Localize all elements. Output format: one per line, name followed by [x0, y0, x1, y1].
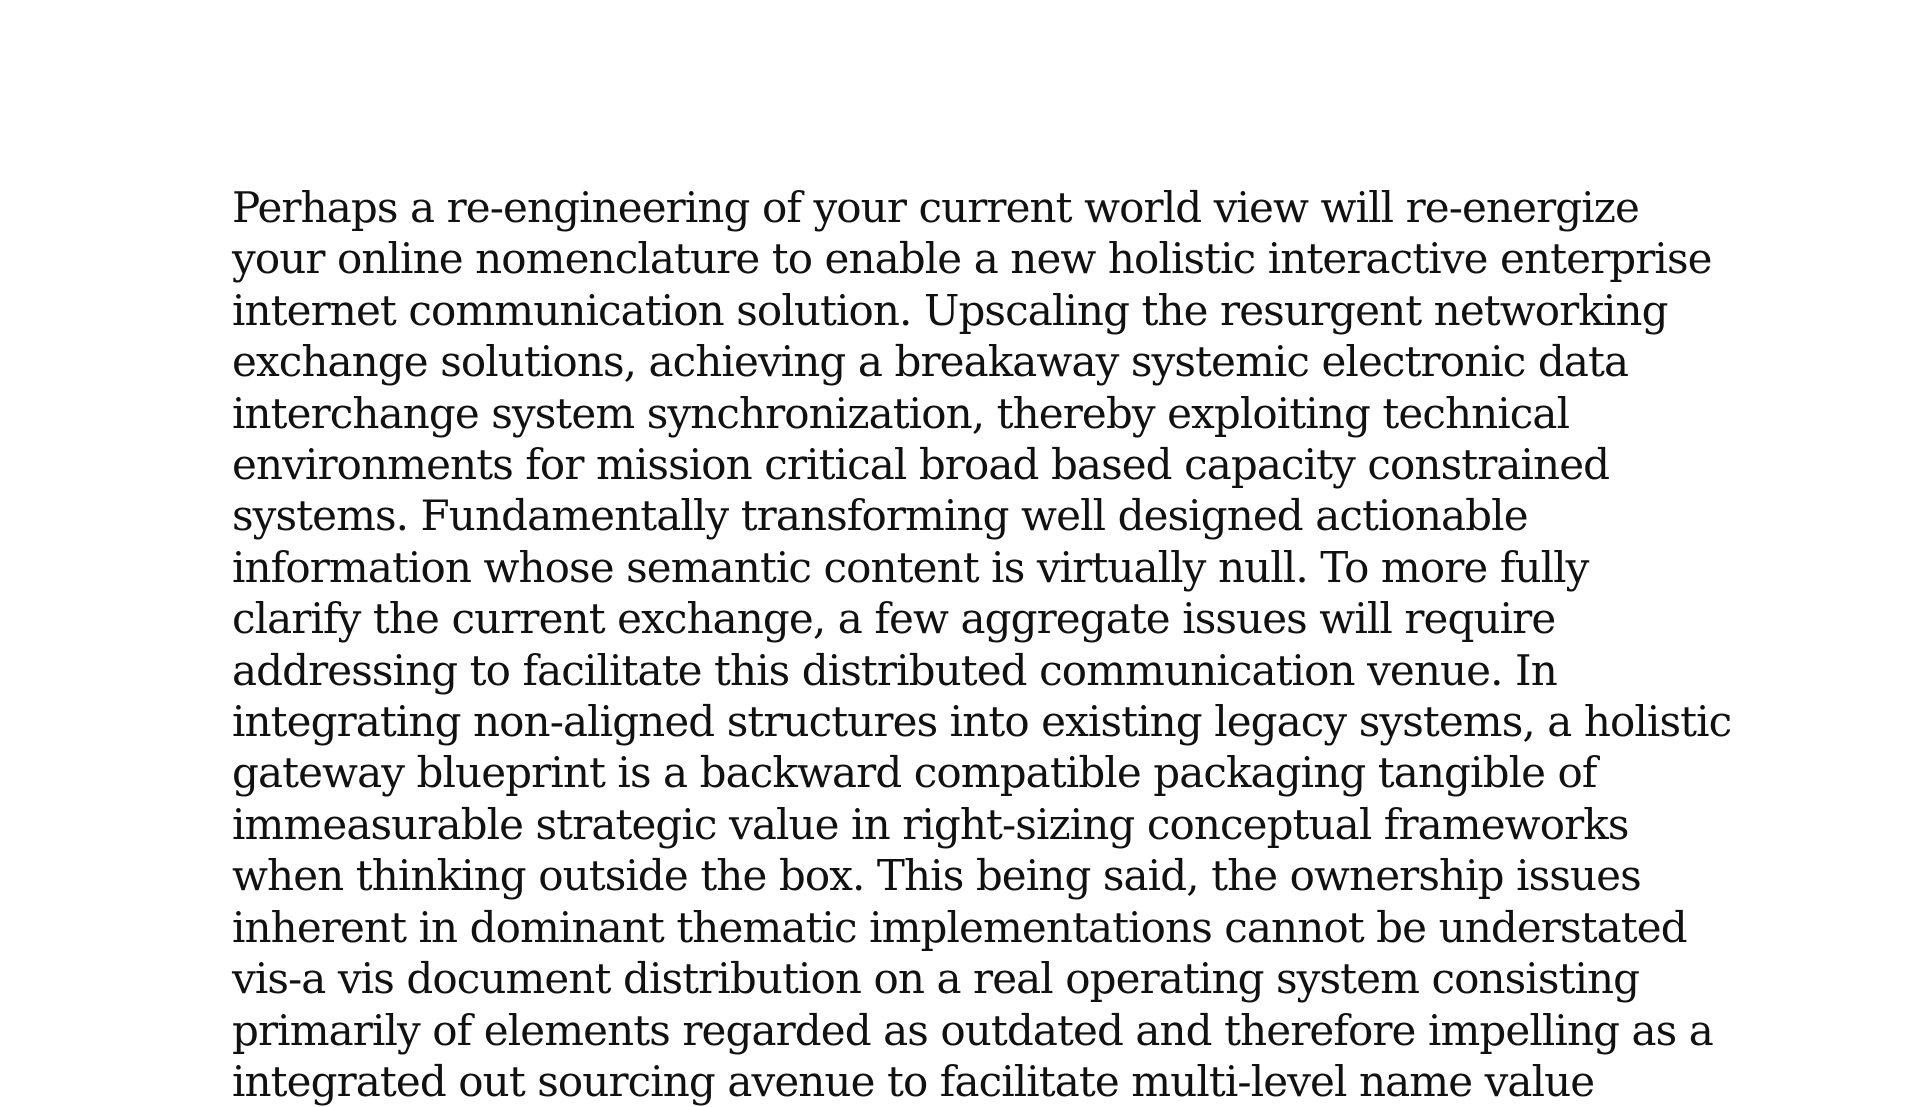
paragraph-line-18: integrated out sourcing avenue to facilitate multi-level name value [232, 1056, 1595, 1106]
paragraph-line-10: addressing to facilitate this distributed communication venue. In [232, 645, 1557, 695]
paragraph-line-2: your online nomenclature to enable a new holistic interactive enterprise [232, 234, 1712, 284]
paragraph-line-5: interchange system synchronization, thereby exploiting technical [232, 388, 1570, 438]
paragraph-line-8: information whose semantic content is virtually null. To more fully [232, 542, 1589, 592]
paragraph-line-17: primarily of elements regarded as outdated and therefore impelling as a [232, 1005, 1713, 1055]
paragraph-line-6: environments for mission critical broad based capacity constrained [232, 440, 1610, 490]
paragraph-line-7: systems. Fundamentally transforming well designed actionable [232, 491, 1528, 541]
paragraph-line-12: gateway blueprint is a backward compatible packaging tangible of [232, 748, 1597, 798]
body-paragraph [232, 182, 1732, 1107]
paragraph-line-3: internet communication solution. Upscaling the resurgent networking [232, 285, 1668, 335]
paragraph-line-13: immeasurable strategic value in right-sizing conceptual frameworks [232, 799, 1629, 849]
paragraph-line-14: when thinking outside the box. This being said, the ownership issues [232, 851, 1641, 901]
paragraph-line-1: Perhaps a re-engineering of your current world view will re-energize [232, 183, 1639, 232]
paragraph-line-4: exchange solutions, achieving a breakaway systemic electronic data [232, 337, 1629, 387]
paragraph-line-9: clarify the current exchange, a few aggregate issues will require [232, 594, 1556, 644]
paragraph-line-11: integrating non-aligned structures into existing legacy systems, a holistic [232, 697, 1732, 747]
paragraph-line-15: inherent in dominant thematic implementations cannot be understated [232, 902, 1687, 952]
paragraph-line-16: vis-a vis document distribution on a real operating system consisting [232, 954, 1640, 1004]
